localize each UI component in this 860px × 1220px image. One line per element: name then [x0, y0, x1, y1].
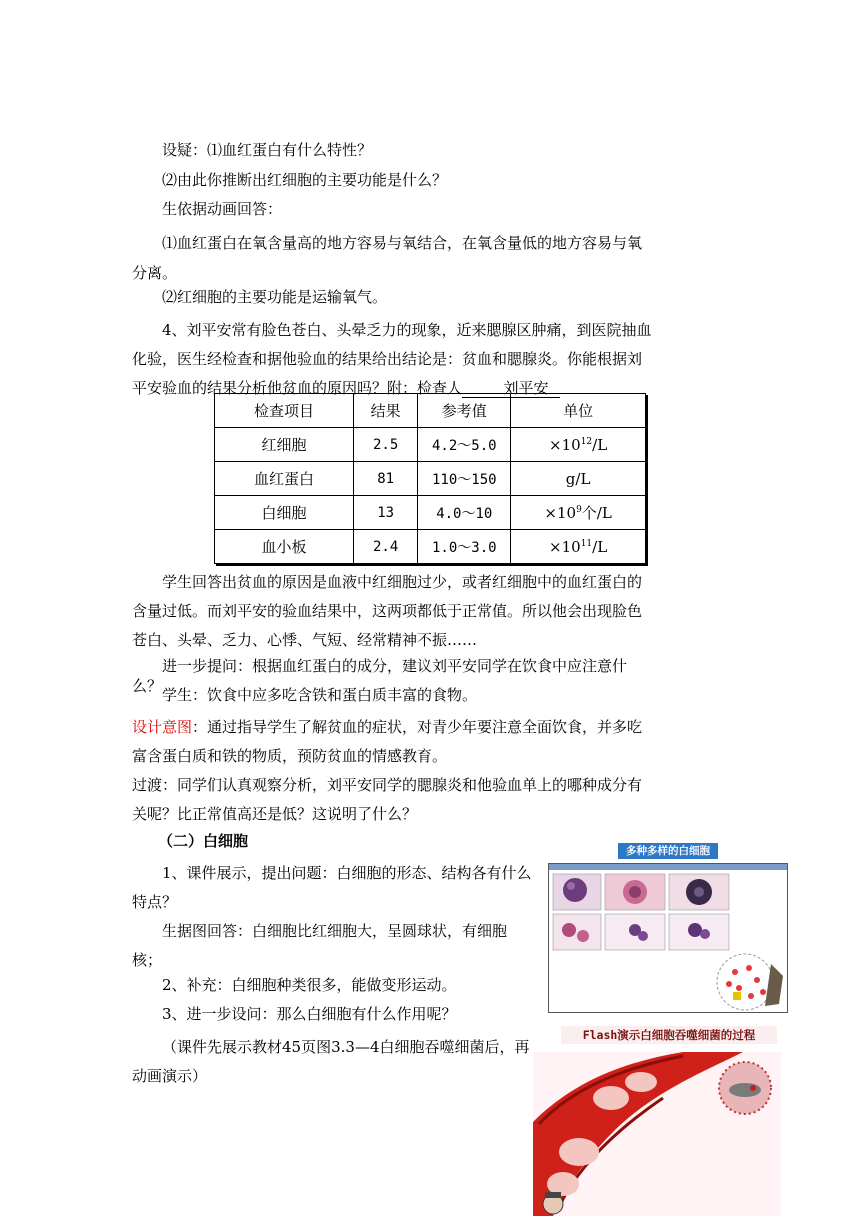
answer-1: ⑴血红蛋白在氧含量高的地方容易与氧结合，在氧含量低的地方容易与氧分离。 — [132, 234, 643, 282]
design-intent-label: 设计意图 — [132, 718, 193, 736]
blood-vessel-illustration — [533, 1052, 781, 1216]
wbc-question: 1、课件展示，提出问题：白细胞的形态、结构各有什么特点？ — [132, 864, 532, 911]
table-cell-item: 红细胞 — [215, 428, 354, 462]
unit-exponent: 11 — [580, 538, 593, 549]
table-cell-result: 13 — [353, 496, 417, 530]
table-cell-unit — [511, 428, 646, 462]
table-cell-item: 白细胞 — [215, 496, 354, 530]
wbc-function-question: 3、进一步设问：那么白细胞有什么作用呢？ — [162, 1005, 457, 1023]
phagocytosis-figure-caption: Flash演示白细胞吞噬细菌的过程 — [561, 1026, 777, 1044]
wbc-supplement: 2、补充：白细胞种类很多，能做变形运动。 — [162, 976, 457, 994]
table-header: 参考值 — [418, 394, 511, 428]
unit-tail: /L — [592, 435, 608, 454]
unit-base: ×10 — [549, 435, 581, 454]
phagocytosis-figure — [533, 1052, 781, 1216]
section-heading-wbc: （二）白细胞 — [158, 832, 249, 850]
examinee-name: 刘平安 — [462, 379, 560, 398]
table-row — [215, 496, 646, 530]
design-intent — [132, 713, 652, 771]
question-1: 设疑：⑴血红蛋白有什么特性？ — [162, 141, 373, 159]
table-cell-ref: 1.0～3.0 — [418, 530, 511, 564]
table-row — [215, 428, 646, 462]
unit-exponent: 12 — [580, 436, 593, 447]
answer-2: ⑵红细胞的主要功能是运输氧气。 — [162, 288, 388, 306]
wbc-micrograph-illustration — [549, 864, 787, 1012]
table-cell-result: 2.5 — [353, 428, 417, 462]
question-2: ⑵由此你推断出红细胞的主要功能是什么？ — [162, 171, 448, 189]
table-row — [215, 462, 646, 496]
table-cell-ref: 4.2～5.0 — [418, 428, 511, 462]
table-header: 结果 — [353, 394, 417, 428]
courseware-note: （课件先展示教材45页图3.3—4白细胞吞噬细菌后，再动画演示） — [132, 1038, 530, 1085]
follow-up-question: 进一步提问：根据血红蛋白的成分，建议刘平安同学在饮食中应注意什么？ — [132, 657, 628, 695]
table-header-row — [215, 394, 646, 428]
table-cell-item: 血小板 — [215, 530, 354, 564]
unit-base: ×10 — [549, 537, 581, 556]
student-diet-answer: 学生：饮食中应多吃含铁和蛋白质丰富的食物。 — [162, 686, 478, 704]
table-cell-unit — [511, 462, 646, 496]
table-row — [215, 530, 646, 564]
wbc-answer: 生据图回答：白细胞比红细胞大，呈圆球状，有细胞核； — [132, 922, 508, 969]
unit-tail: 个/L — [581, 504, 612, 522]
wbc-figure-caption: 多种多样的白细胞 — [618, 843, 718, 859]
unit-tail: /L — [592, 537, 608, 556]
table-cell-ref: 4.0～10 — [418, 496, 511, 530]
table-header: 单位 — [511, 394, 646, 428]
table-cell-ref: 110～150 — [418, 462, 511, 496]
unit-base: g/L — [565, 469, 591, 488]
unit-exponent: 9 — [576, 505, 582, 515]
design-intent-text: ：通过指导学生了解贫血的症状，对青少年要注意全面饮食，并多吃富含蛋白质和铁的物质，预防贫血的情感教育。 — [132, 718, 643, 765]
table-cell-unit — [511, 496, 646, 530]
student-anemia-answer: 学生回答出贫血的原因是血液中红细胞过少，或者红细胞中的血红蛋白的含量过低。而刘平安的验血结果中，这两项都低于正常值。所以他会出现脸色苍白、头晕、乏力、心悸、气短、经常精神不振…… — [132, 573, 643, 649]
table-cell-result: 2.4 — [353, 530, 417, 564]
blood-test-table — [214, 393, 646, 564]
transition-paragraph: 过渡：同学们认真观察分析，刘平安同学的腮腺炎和他验血单上的哪种成分有关呢？比正常值高还是低？这说明了什么？ — [132, 776, 643, 823]
table-cell-item: 血红蛋白 — [215, 462, 354, 496]
wbc-varieties-figure — [548, 863, 788, 1013]
student-answer-intro: 生依据动画回答： — [162, 200, 283, 218]
unit-base: ×10 — [544, 504, 577, 522]
table-cell-result: 81 — [353, 462, 417, 496]
table-header: 检查项目 — [215, 394, 354, 428]
case-text: 4、刘平安常有脸色苍白、头晕乏力的现象，近来腮腺区肿痛，到医院抽血化验，医生经检查和据他验血的结果给出结论是：贫血和腮腺炎。你能根据刘平安验血的结果分析他贫血的原因吗？附：检查人 — [132, 321, 652, 397]
table-cell-unit — [511, 530, 646, 564]
case-paragraph — [132, 316, 652, 403]
